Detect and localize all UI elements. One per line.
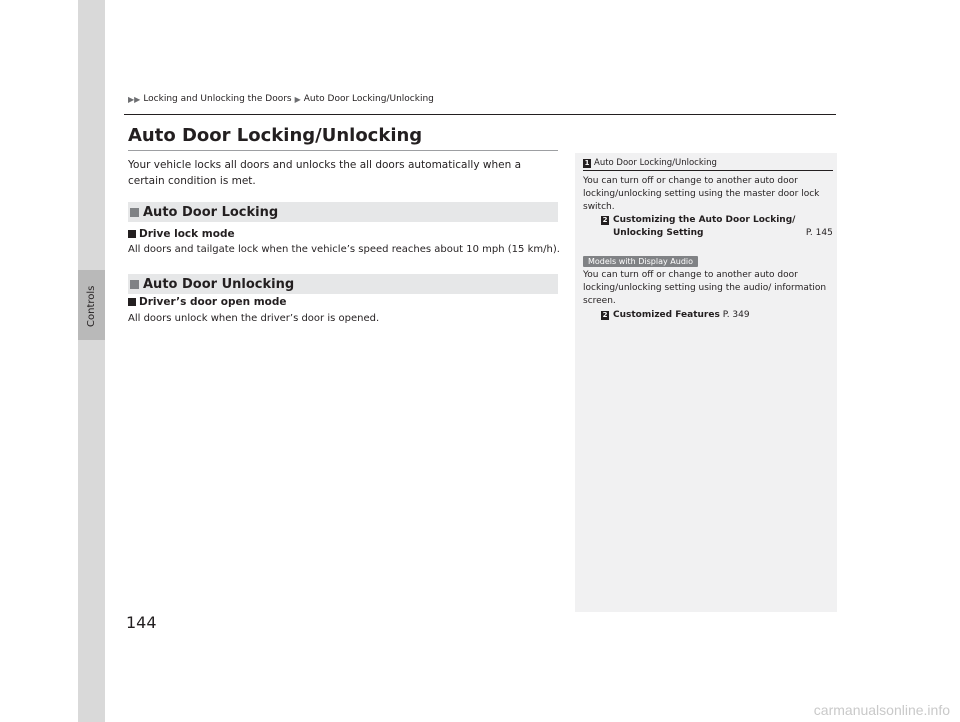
side-tab-upper <box>78 0 105 270</box>
intro-text: Your vehicle locks all doors and unlocks the all doors automatically when a certain condition is met. <box>128 159 522 187</box>
note-number-icon: 1 <box>584 159 590 167</box>
section-text-unlocking: All doors unlock when the driver’s door is opened. <box>128 313 380 324</box>
xref-label: Customized Features <box>613 310 720 320</box>
breadcrumb-item[interactable]: Auto Door Locking/Unlocking <box>303 94 434 104</box>
panel-paragraph: You can turn off or change to another auto door locking/unlocking setting using the master door lock switch. <box>583 176 820 212</box>
side-tab-label: Controls <box>86 285 97 327</box>
section-header-unlocking <box>128 274 558 294</box>
watermark: carmanualsonline.info <box>813 702 950 718</box>
square-bullet-icon <box>128 230 136 238</box>
subheading-driver-door <box>128 296 287 308</box>
square-bullet-icon <box>130 280 139 289</box>
xref-text <box>613 309 750 322</box>
section-header-locking <box>128 202 558 222</box>
cross-reference-link[interactable] <box>601 309 750 322</box>
section-title: Auto Door Locking <box>143 204 279 220</box>
reference-arrow-icon: 2 <box>602 216 608 224</box>
reference-arrow-icon: 2 <box>602 311 608 319</box>
xref-label: Customizing the Auto Door Locking/ Unlocking Setting <box>613 215 796 238</box>
title-rule <box>128 150 558 151</box>
breadcrumb-arrow-icon: ▶ <box>294 94 301 104</box>
side-note-panel <box>575 153 837 612</box>
panel-heading-text: Auto Door Locking/Unlocking <box>594 158 717 168</box>
breadcrumb-item[interactable]: Locking and Unlocking the Doors <box>143 94 292 104</box>
header-rule <box>124 114 836 115</box>
panel-heading <box>583 158 717 168</box>
section-title: Auto Door Unlocking <box>143 276 295 292</box>
section-text-locking: All doors and tailgate lock when the vehicle’s speed reaches about 10 mph (15 km/h). <box>128 244 560 255</box>
subheading-text: Driver’s door open mode <box>139 296 287 308</box>
panel-rule <box>583 170 833 171</box>
square-bullet-icon <box>130 208 139 217</box>
xref-page: P. 349 <box>722 310 750 320</box>
panel-paragraph: You can turn off or change to another auto door locking/unlocking setting using the audio/ information screen. <box>583 270 827 306</box>
cross-reference-link[interactable] <box>601 214 833 240</box>
page-number: 144 <box>126 613 157 632</box>
side-tab-lower <box>78 340 105 722</box>
breadcrumb-arrow-icon: ▶▶ <box>128 94 141 104</box>
subheading-text: Drive lock mode <box>139 228 235 240</box>
xref-text <box>613 214 833 240</box>
subheading-drive-lock <box>128 228 235 240</box>
breadcrumb <box>128 94 434 104</box>
side-tab <box>78 0 105 722</box>
square-bullet-icon <box>128 298 136 306</box>
xref-page: P. 145 <box>805 228 833 238</box>
page-title: Auto Door Locking/Unlocking <box>128 125 423 146</box>
models-badge: Models with Display Audio <box>583 256 698 267</box>
